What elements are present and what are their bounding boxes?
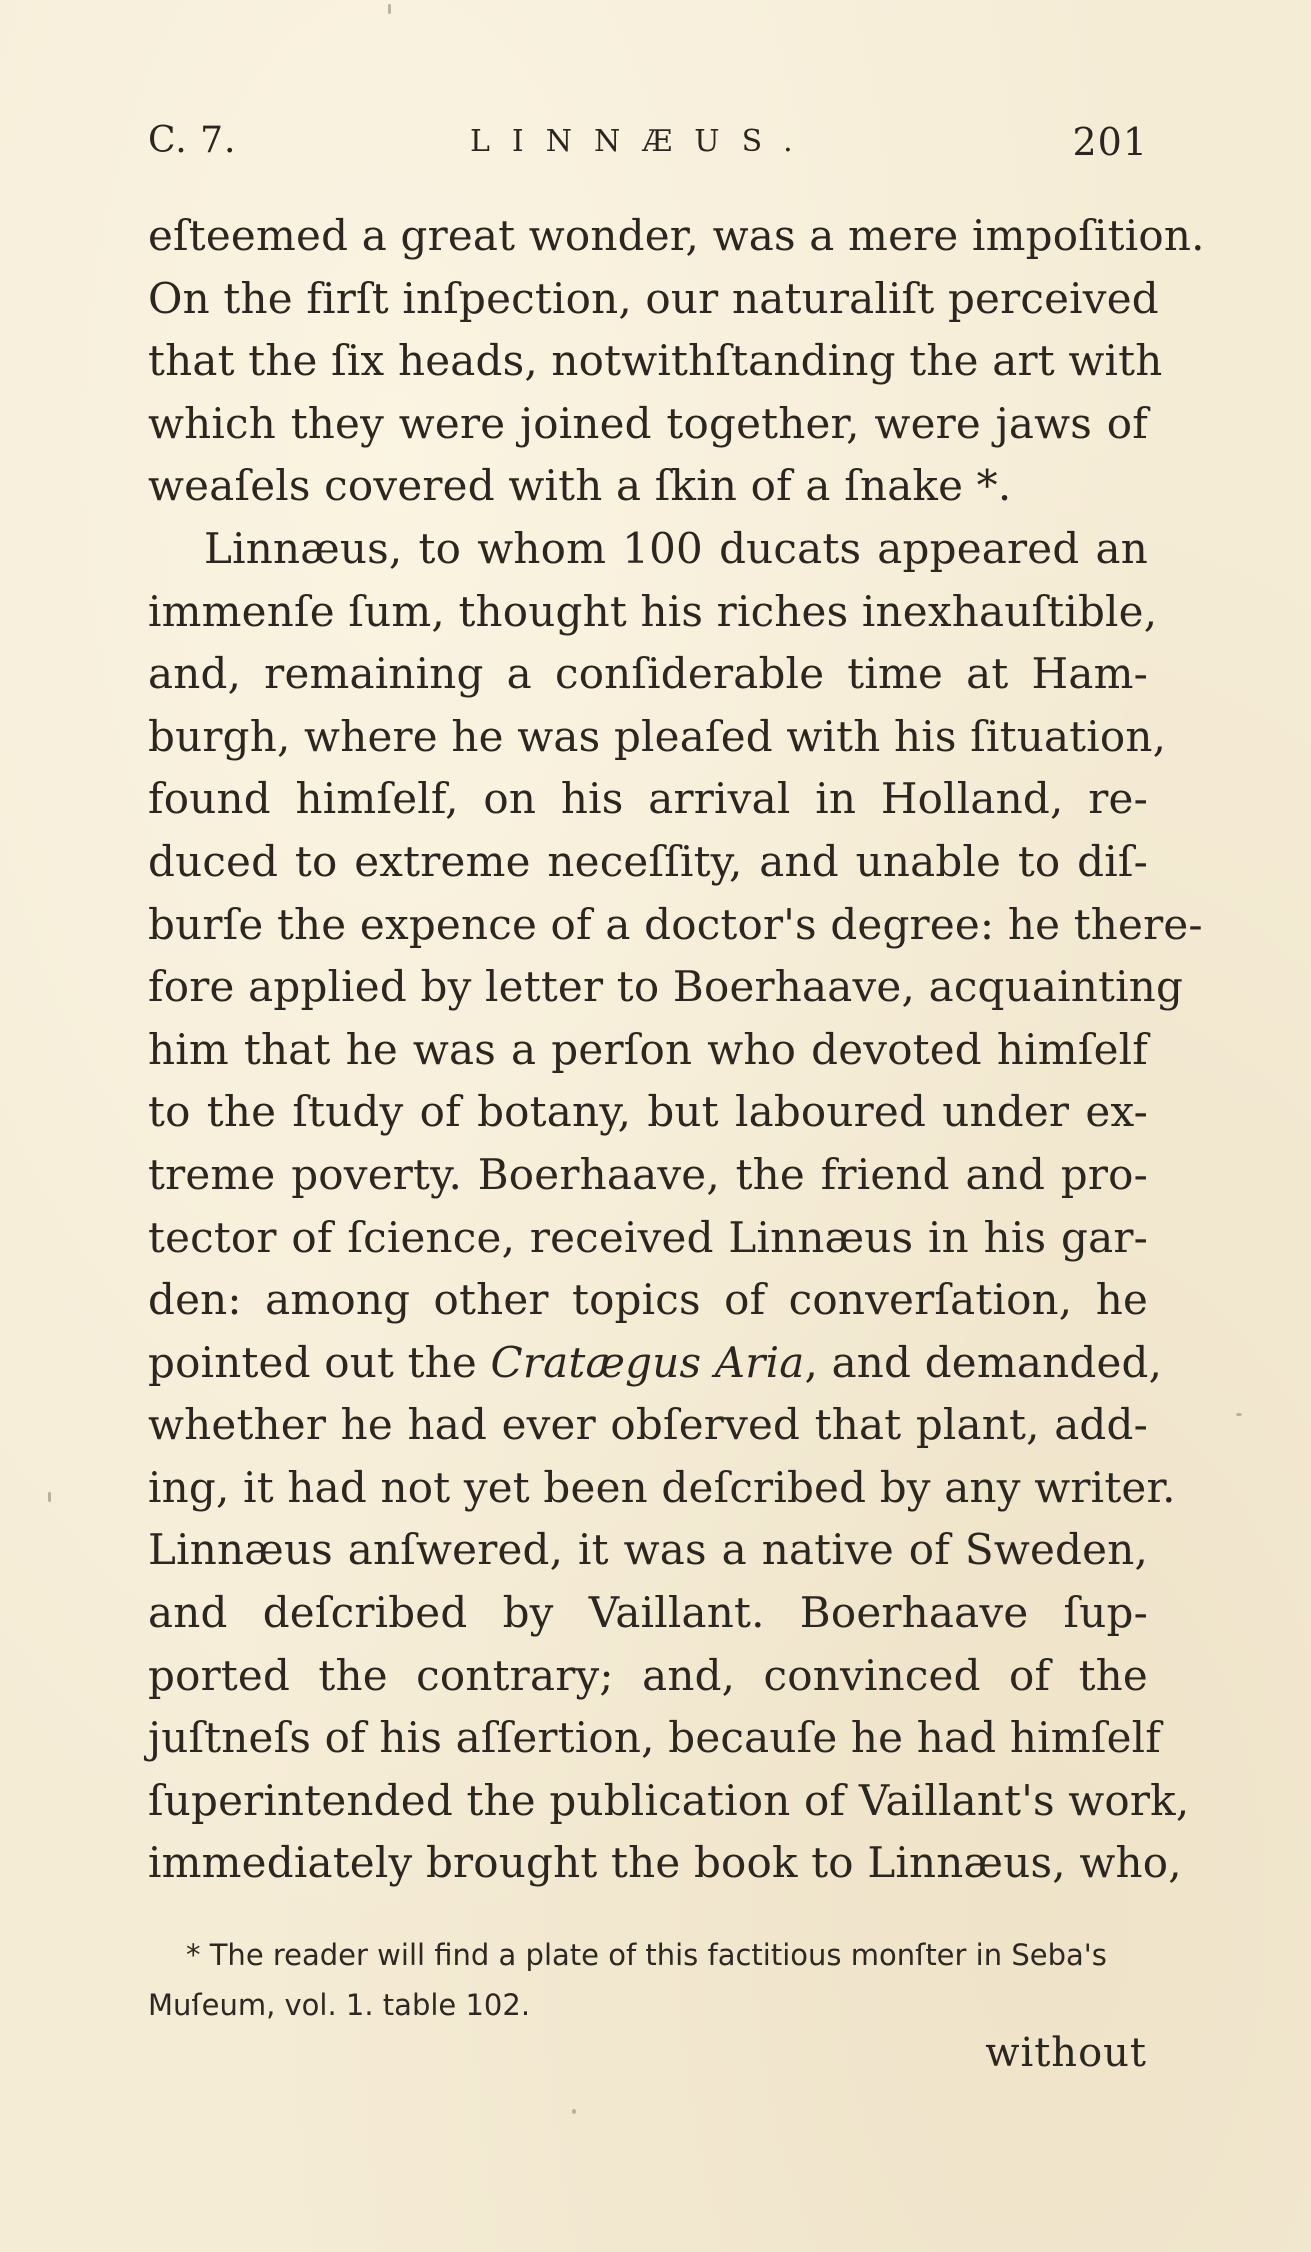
text-line: and, remaining a conſiderable time at Ham-	[148, 649, 1148, 699]
text-line: On the firſt inſpection, our naturaliſt perceived	[148, 273, 1159, 323]
text-line: ing, it had not yet been deſcribed by any writer.	[148, 1462, 1176, 1512]
text-line: Linnæus anſwered, it was a native of Sweden,	[148, 1525, 1148, 1575]
text-line: that the ſix heads, notwithſtanding the art with	[148, 336, 1163, 386]
catchword: without	[985, 2030, 1147, 2076]
text-line: weaſels covered with a ſkin of a ſnake *.	[148, 461, 1012, 511]
text-line: found himſelf, on his arrival in Holland, re-	[148, 774, 1148, 824]
text-line: Linnæus, to whom 100 ducats appeared an	[204, 523, 1148, 573]
paper-speck	[48, 1492, 51, 1502]
text-line: ported the contrary; and, convinced of the	[148, 1650, 1148, 1700]
footnote-line: Muſeum, vol. 1. table 102.	[148, 1988, 531, 2022]
footnote	[148, 1930, 1148, 2030]
text-line: and deſcribed by Vaillant. Boerhaave ſup-	[148, 1588, 1148, 1638]
text-line-with-italic	[148, 1332, 1163, 1395]
text-line: to the ſtudy of botany, but laboured under ex-	[148, 1087, 1148, 1137]
text-line: den: among other topics of converſation, he	[148, 1275, 1148, 1325]
text-line: him that he was a perſon who devoted himſelf	[148, 1024, 1148, 1074]
text-line: fore applied by letter to Boerhaave, acquainting	[148, 962, 1184, 1012]
chapter-reference: C. 7.	[148, 120, 237, 161]
text-line: immediately brought the book to Linnæus, who,	[148, 1838, 1182, 1888]
text-line: treme poverty. Boerhaave, the friend and pro-	[148, 1149, 1148, 1199]
text-line: burgh, where he was pleaſed with his ſituation,	[148, 711, 1167, 761]
paper-speck	[572, 2109, 576, 2114]
text-line: whether he had ever obſerved that plant, add-	[148, 1400, 1148, 1450]
paper-speck	[1236, 1413, 1242, 1416]
body-text	[148, 205, 1205, 1895]
italic-plant-name: Cratægus Aria	[490, 1337, 805, 1387]
text-line: immenſe ſum, thought his riches inexhauſtible,	[148, 586, 1158, 636]
text-segment: pointed out the	[148, 1337, 491, 1387]
text-line: juſtneſs of his aſſertion, becauſe he had himſelf	[148, 1713, 1162, 1763]
text-line: ſuperintended the publication of Vaillant's work,	[148, 1775, 1190, 1825]
page-number: 201	[1072, 120, 1148, 164]
paper-speck	[388, 4, 391, 14]
text-line: duced to extreme neceſſity, and unable to diſ-	[148, 836, 1148, 886]
text-line: tector of ſcience, received Linnæus in his gar-	[148, 1212, 1148, 1262]
running-title: LINNÆUS.	[470, 124, 815, 159]
footnote-line: * The reader will find a plate of this factitious monſter in Seba's	[186, 1938, 1107, 1972]
text-line: which they were joined together, were jaws of	[148, 398, 1148, 448]
text-segment: , and demanded,	[804, 1337, 1163, 1387]
text-line: burſe the expence of a doctor's degree: he there-	[148, 899, 1203, 949]
text-line: eſteemed a great wonder, was a mere impoſition.	[148, 211, 1205, 260]
running-head	[148, 120, 1148, 180]
